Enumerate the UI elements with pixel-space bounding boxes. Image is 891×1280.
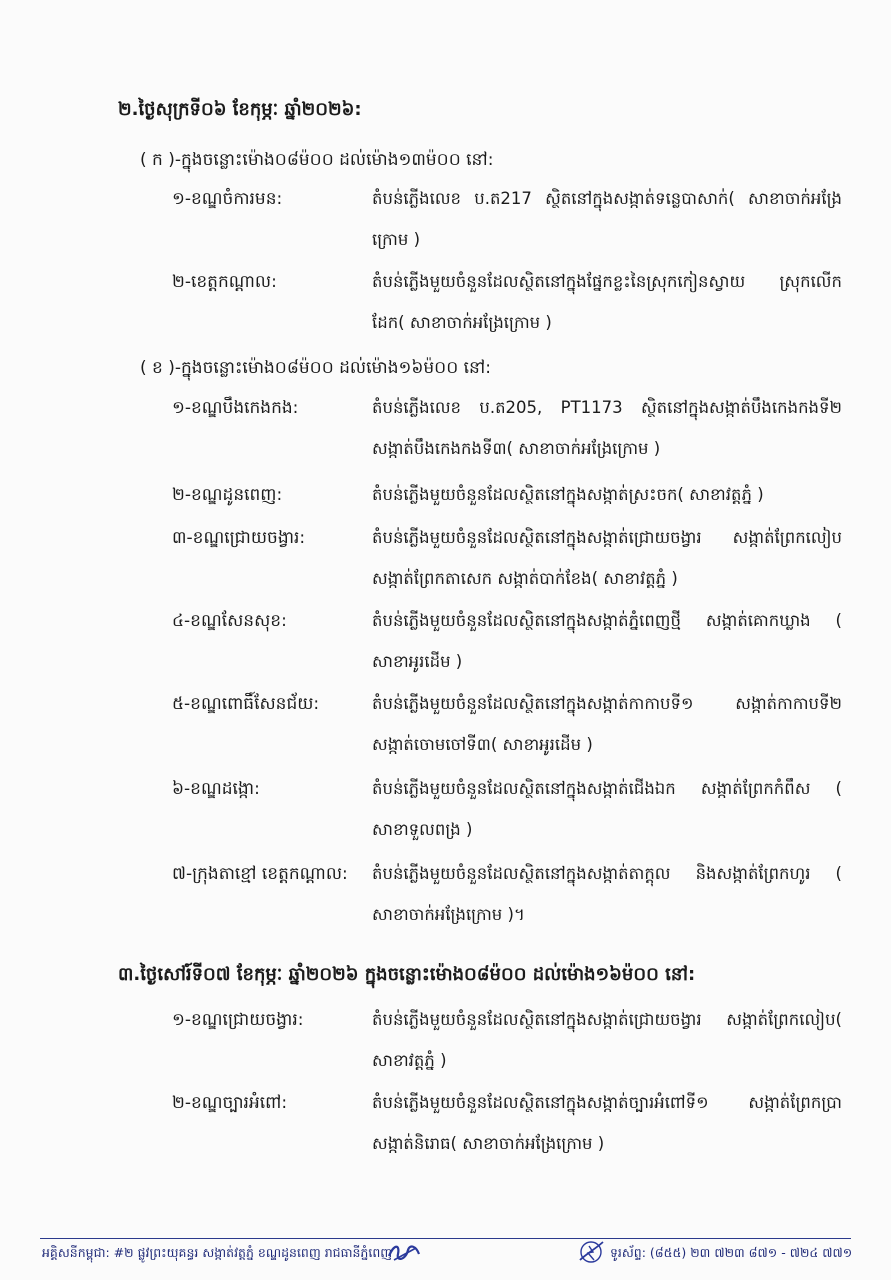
item-description: តំបន់ភ្លើងមួយចំនួនដែលស្ថិតនៅក្នុងផ្នែកខ្លះនៃស្រុកកៀនស្វាយ ស្រុកលើកដែក( សាខាចាក់អង្រែក្រោម ) [372,272,842,332]
item-label: ៤-ខណ្ឌសែនសុខ: [172,611,287,631]
signature-mark-icon [386,1240,422,1266]
item-label: ៥-ខណ្ឌពោធិ៍សែនជ័យ: [172,694,320,714]
item-label: ១-ខណ្ឌជ្រោយចង្វារ: [172,1010,304,1030]
item-label: ៧-ក្រុងតាខ្មៅ ខេត្តកណ្ដាល: [172,864,348,884]
item-description: តំបន់ភ្លើងលេខ ប.ត217 ស្ថិតនៅក្នុងសង្កាត់ទន្លេបាសាក់( សាខាចាក់អង្រែក្រោម ) [372,189,842,249]
footer-address: អគ្គិសនីកម្ពុជា: #២ ផ្លូវព្រះយុគន្ធរ សង្កាត់វត្តភ្នំ ខណ្ឌដូនពេញ រាជធានីភ្នំពេញ [42,1245,393,1260]
item-description: តំបន់ភ្លើងលេខ ប.ត205, PT1173 ស្ថិតនៅក្នុងសង្កាត់បឹងកេងកងទី២ សង្កាត់បឹងកេងកងទី៣( សាខាចាក់អង្រែក្រោម ) [372,398,842,458]
item-description: តំបន់ភ្លើងមួយចំនួនដែលស្ថិតនៅក្នុងសង្កាត់ភ្នំពេញថ្មី សង្កាត់គោកឃ្លាង ( សាខាអូរដើម ) [372,611,842,671]
item-label: ១-ខណ្ឌបឹងកេងកង: [172,398,299,418]
item-description: តំបន់ភ្លើងមួយចំនួនដែលស្ថិតនៅក្នុងសង្កាត់ជើងឯក សង្កាត់ព្រែកកំពឹស ( សាខាទួលពង្រ ) [372,779,842,839]
item-label: ៦-ខណ្ឌដង្កោ: [172,779,260,799]
section-3-header: ៣.ថ្ងៃសៅរ៍ទី០៧ ខែកុម្ភៈ ឆ្នាំ២០២៦ ក្នុងចន្លោះម៉ោង០៨ម៉០០ ដល់ម៉ោង១៦ម៉០០ នៅ: [118,964,696,985]
item-label: ១-ខណ្ឌចំការមន: [172,189,283,209]
subsection-kha-title: ( ខ )-ក្នុងចន្លោះម៉ោង០៨ម៉០០ ដល់ម៉ោង១៦ម៉០០ នៅ: [140,358,491,378]
subsection-ka-title: ( ក )-ក្នុងចន្លោះម៉ោង០៨ម៉០០ ដល់ម៉ោង១៣ម៉០០ នៅ: [140,150,494,170]
footer-phone: ទូរស័ព្ទ: (៨៥៥) ២៣ ៧២៣ ៨៧១ - ៧២៤ ៧៧១ [610,1245,853,1260]
item-description: តំបន់ភ្លើងមួយចំនួនដែលស្ថិតនៅក្នុងសង្កាត់ស្រះចក( សាខាវត្តភ្នំ ) [372,485,764,504]
section-2-header: ២.ថ្ងៃសុក្រទី០៦ ខែកុម្ភៈ ឆ្នាំ២០២៦: [118,99,362,120]
item-label: ២-ខេត្តកណ្ដាល: [172,272,277,292]
item-description: តំបន់ភ្លើងមួយចំនួនដែលស្ថិតនៅក្នុងសង្កាត់កាកាបទី១ សង្កាត់កាកាបទី២ សង្កាត់ចោមចៅទី៣( សាខាអូរដើម ) [372,694,842,754]
item-description: តំបន់ភ្លើងមួយចំនួនដែលស្ថិតនៅក្នុងសង្កាត់តាក្ដុល និងសង្កាត់ព្រែកហូរ ( សាខាចាក់អង្រែក្រោម )។ [372,864,842,924]
item-label: ៣-ខណ្ឌជ្រោយចង្វារ: [172,528,306,548]
footer-divider [40,1238,851,1239]
item-description: តំបន់ភ្លើងមួយចំនួនដែលស្ថិតនៅក្នុងសង្កាត់ជ្រោយចង្វារ សង្កាត់ព្រែកលៀប( សាខាវត្តភ្នំ ) [372,1010,842,1070]
company-logo-icon [576,1238,606,1266]
item-label: ២-ខណ្ឌដូនពេញ: [172,485,283,505]
item-description: តំបន់ភ្លើងមួយចំនួនដែលស្ថិតនៅក្នុងសង្កាត់ជ្រោយចង្វារ សង្កាត់ព្រែកលៀប សង្កាត់ព្រែកតាសេក សង្កាត់បាក់ខែង( សាខាវត្តភ្នំ ) [372,528,842,588]
item-label: ២-ខណ្ឌច្បារអំពៅ: [172,1093,288,1113]
item-description: តំបន់ភ្លើងមួយចំនួនដែលស្ថិតនៅក្នុងសង្កាត់ច្បារអំពៅទី១ សង្កាត់ព្រែកប្រា សង្កាត់និរោធ( សាខាចាក់អង្រែក្រោម ) [372,1093,842,1153]
